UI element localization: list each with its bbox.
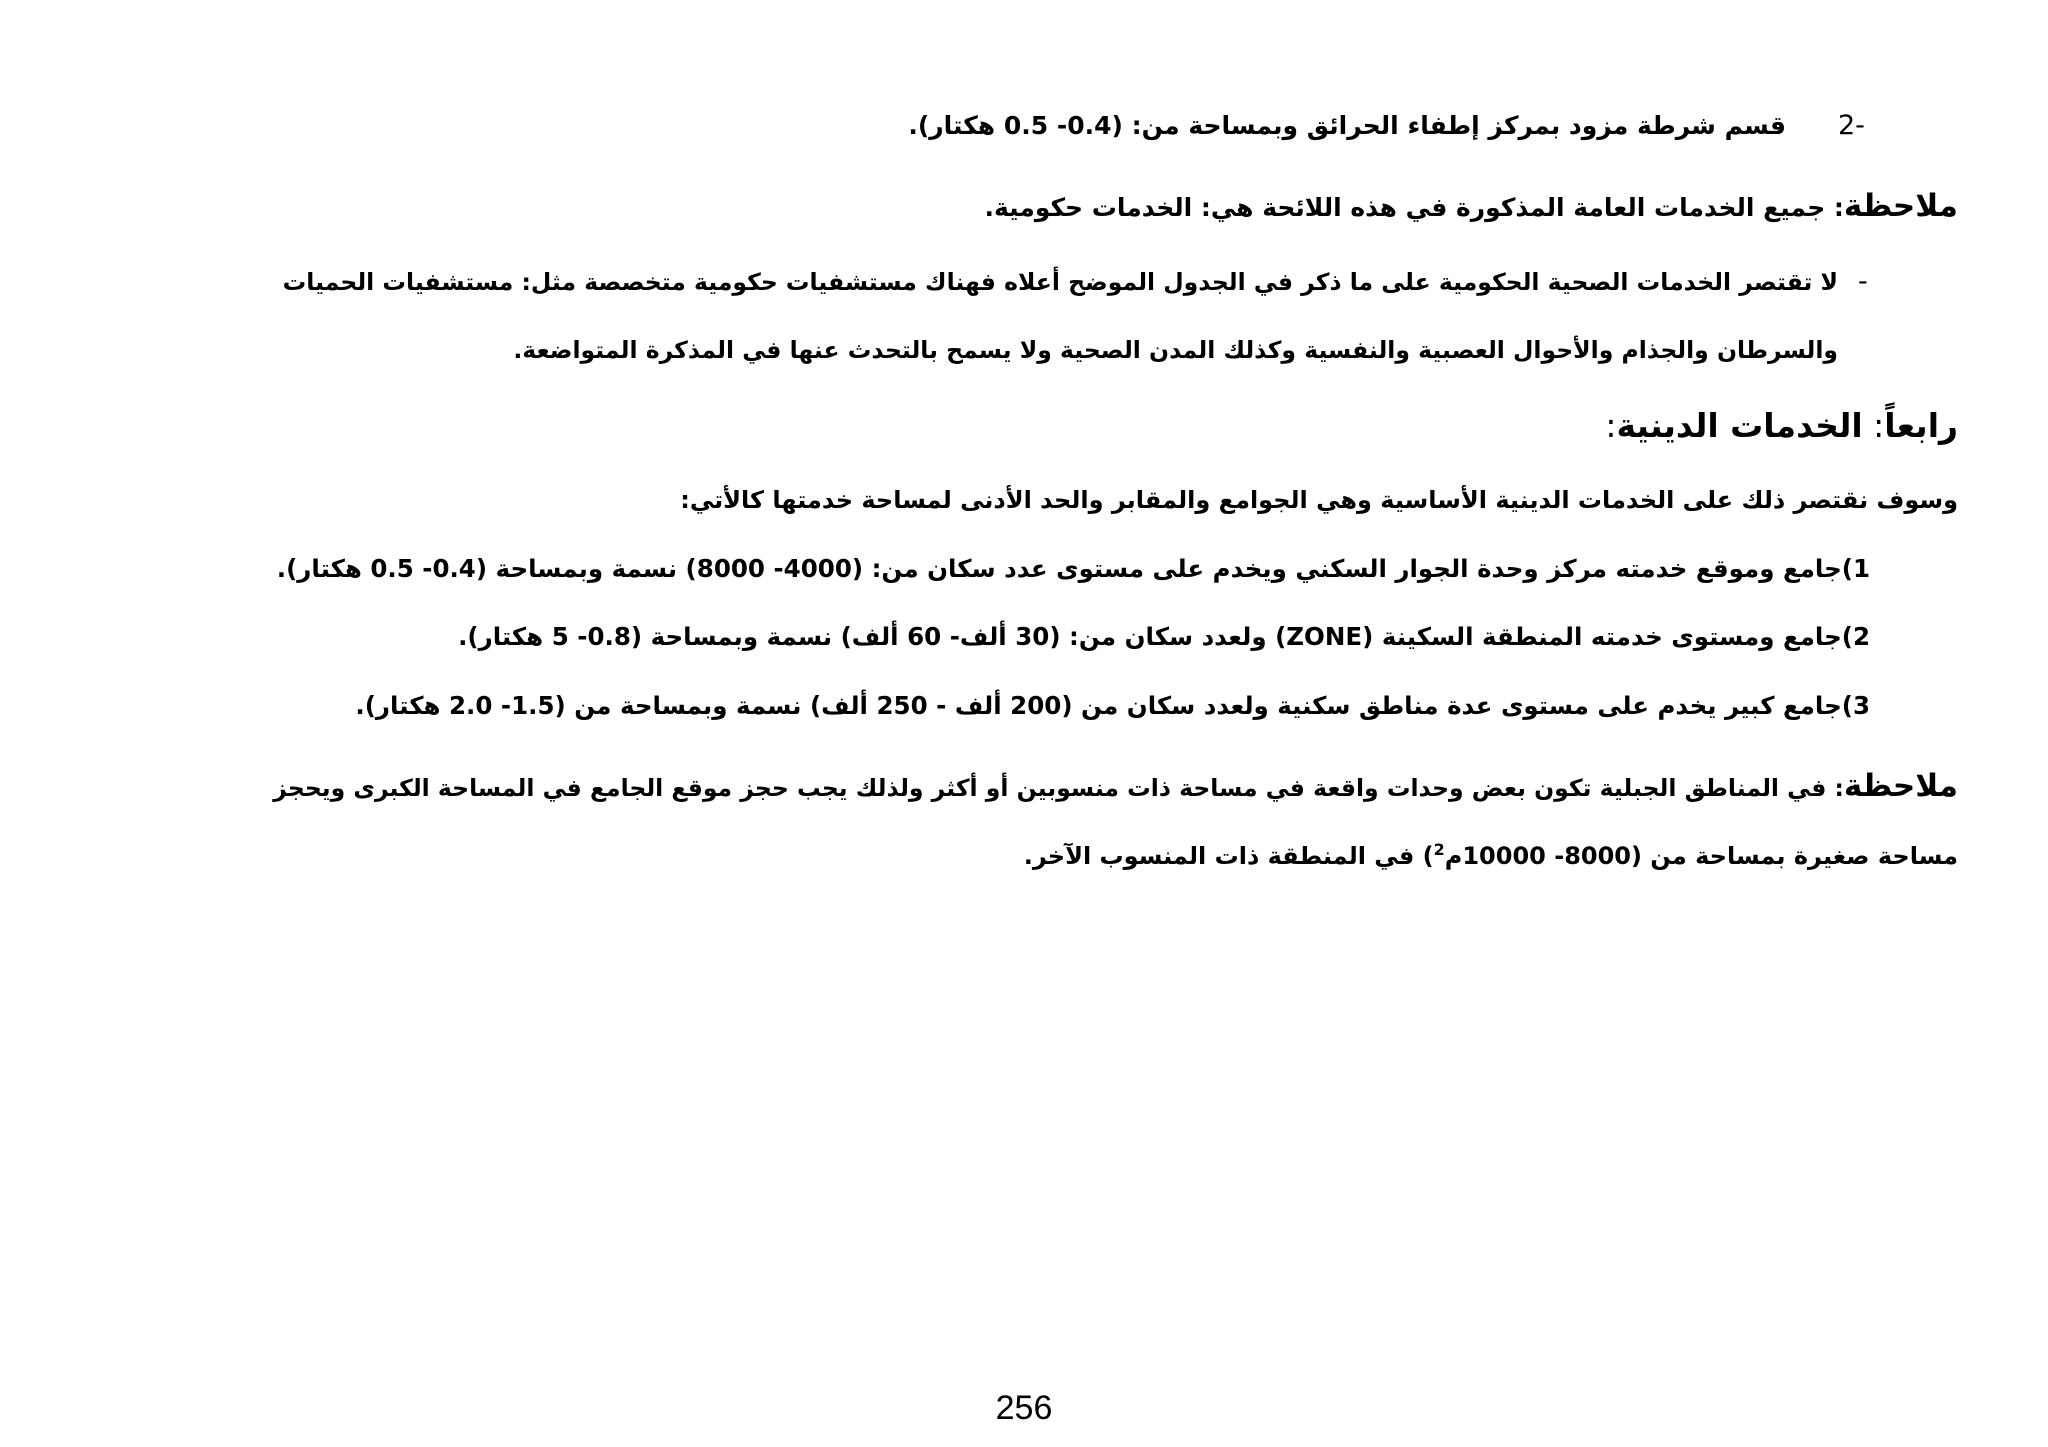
note-text: : في المناطق الجبلية تكون بعض وحدات واقعة في مساحة ذات منسوبين أو أكثر ولذلك يجب حجز موقع الجامع في المساحة الكبرى ويحجز [273,774,1844,802]
dash-item-line-1: لا تقتصر الخدمات الصحية الحكومية على ما ذكر في الجدول الموضح أعلاه فهناك مستشفيات حكومية متخصصة مثل: مستشفيات الحميات [282,268,1838,296]
note-text-after: ) في المنطقة ذات المنسوب الآخر. [1023,842,1434,870]
list-marker: 2- [1838,110,1865,141]
superscript: 2 [1433,840,1445,859]
dash-marker: - [1858,266,1868,297]
heading-suffix: : [1605,406,1617,445]
heading-prefix: رابعاً [1884,406,1958,445]
note-text-before: مساحة صغيرة بمساحة من (8000- 10000م [1444,842,1958,870]
dash-item-line-2: والسرطان والجذام والأحوال العصبية والنفسية وكذلك المدن الصحية ولا يسمح بالتحدث عنها في المذكرة المتواضعة. [513,336,1838,364]
note-general-services [985,186,1959,228]
note-text: : جميع الخدمات العامة المذكورة في هذه اللائحة هي: الخدمات حكومية. [984,193,1844,222]
heading-colon: : [1862,406,1885,445]
mosque-item-2: 2)جامع ومستوى خدمته المنطقة السكينة (ZONE) ولعدد سكان من: (30 ألف- 60 ألف) نسمة وبمساحة (0.8- 5 هكتار). [458,622,1870,651]
note-mountain-line-2 [1024,836,1958,876]
section-heading [1605,404,1958,448]
list-item-police: قسم شرطة مزود بمركز إطفاء الحرائق وبمساحة من: (0.4- 0.5 هكتار). [908,111,1786,140]
mosque-item-3: 3)جامع كبير يخدم على مستوى عدة مناطق سكنية ولعدد سكان من (200 ألف - 250 ألف) نسمة وبمساحة من (1.5- 2.0 هكتار). [355,691,1870,720]
page-number: 256 [995,1389,1053,1427]
note-label: ملاحظة [1843,188,1958,224]
note-mountain-line-1 [273,766,1958,808]
intro-paragraph: وسوف نقتصر ذلك على الخدمات الدينية الأساسية وهي الجوامع والمقابر والحد الأدنى لمساحة خدمتها كالأتي: [680,486,1958,514]
note-label: ملاحظة [1843,768,1958,804]
mosque-item-1: 1)جامع وموقع خدمته مركز وحدة الجوار السكني ويخدم على مستوى عدد سكان من: (4000- 8000) نسمة وبمساحة (0.4- 0.5 هكتار). [276,554,1870,583]
heading-title: الخدمات الدينية [1616,406,1863,445]
